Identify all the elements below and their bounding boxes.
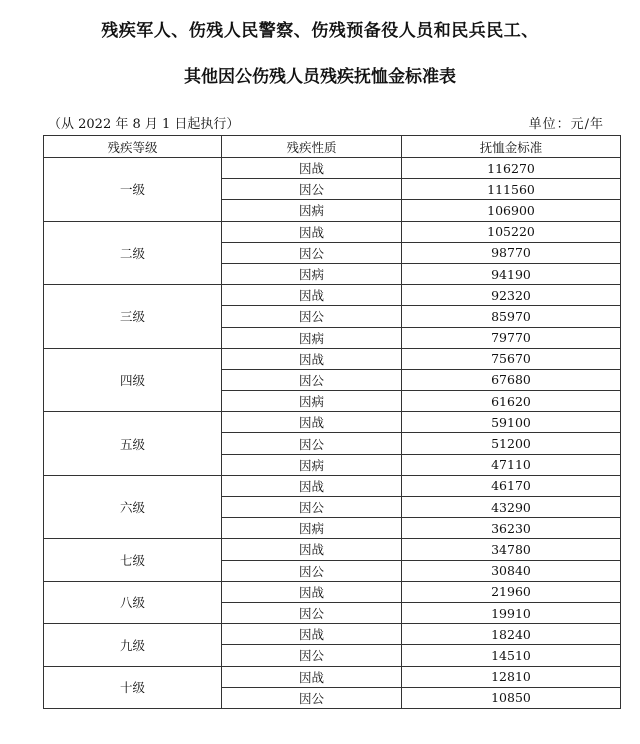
nature-cell: 因公	[222, 306, 402, 327]
amount-cell: 105220	[402, 221, 621, 242]
table-row	[44, 475, 621, 496]
grade-cell: 九级	[44, 624, 222, 666]
amount-cell: 12810	[402, 666, 621, 687]
nature-cell: 因公	[222, 687, 402, 708]
table-row	[44, 221, 621, 242]
amount-cell: 51200	[402, 433, 621, 454]
nature-cell: 因战	[222, 624, 402, 645]
amount-cell: 10850	[402, 687, 621, 708]
nature-cell: 因公	[222, 369, 402, 390]
header-amount: 抚恤金标准	[402, 136, 621, 158]
table-header-row	[44, 136, 621, 158]
nature-cell: 因战	[222, 581, 402, 602]
amount-cell: 111560	[402, 179, 621, 200]
nature-cell: 因公	[222, 179, 402, 200]
amount-cell: 43290	[402, 497, 621, 518]
amount-cell: 36230	[402, 518, 621, 539]
title-line-2: 其他因公伤残人员残疾抚恤金标准表	[184, 67, 456, 87]
table-row	[44, 581, 621, 602]
nature-cell: 因病	[222, 200, 402, 221]
amount-cell: 79770	[402, 327, 621, 348]
nature-cell: 因战	[222, 158, 402, 179]
table-row	[44, 666, 621, 687]
amount-cell: 75670	[402, 348, 621, 369]
nature-cell: 因战	[222, 285, 402, 306]
amount-cell: 61620	[402, 391, 621, 412]
nature-cell: 因病	[222, 263, 402, 284]
amount-cell: 92320	[402, 285, 621, 306]
amount-cell: 47110	[402, 454, 621, 475]
amount-cell: 106900	[402, 200, 621, 221]
amount-cell: 67680	[402, 369, 621, 390]
amount-cell: 34780	[402, 539, 621, 560]
nature-cell: 因战	[222, 348, 402, 369]
nature-cell: 因公	[222, 433, 402, 454]
amount-cell: 30840	[402, 560, 621, 581]
amount-cell: 21960	[402, 581, 621, 602]
nature-cell: 因公	[222, 645, 402, 666]
grade-cell: 五级	[44, 412, 222, 476]
grade-cell: 四级	[44, 348, 222, 412]
nature-cell: 因战	[222, 666, 402, 687]
table-row	[44, 539, 621, 560]
header-grade: 残疾等级	[44, 136, 222, 158]
nature-cell: 因战	[222, 539, 402, 560]
nature-cell: 因战	[222, 412, 402, 433]
grade-cell: 十级	[44, 666, 222, 708]
nature-cell: 因病	[222, 454, 402, 475]
grade-cell: 八级	[44, 581, 222, 623]
header-nature: 残疾性质	[222, 136, 402, 158]
nature-cell: 因公	[222, 242, 402, 263]
amount-cell: 46170	[402, 475, 621, 496]
nature-cell: 因战	[222, 475, 402, 496]
grade-cell: 七级	[44, 539, 222, 581]
nature-cell: 因公	[222, 497, 402, 518]
table-row	[44, 158, 621, 179]
amount-cell: 85970	[402, 306, 621, 327]
nature-cell: 因病	[222, 327, 402, 348]
amount-cell: 116270	[402, 158, 621, 179]
effective-date-note: （从 2022 年 8 月 1 日起执行）	[48, 117, 240, 132]
grade-cell: 三级	[44, 285, 222, 349]
amount-cell: 59100	[402, 412, 621, 433]
grade-cell: 一级	[44, 158, 222, 222]
amount-cell: 94190	[402, 263, 621, 284]
nature-cell: 因战	[222, 221, 402, 242]
pension-table	[43, 135, 621, 709]
title-line-1: 残疾军人、伤残人民警察、伤残预备役人员和民兵民工、	[101, 21, 539, 41]
table-row	[44, 412, 621, 433]
table-row	[44, 624, 621, 645]
nature-cell: 因病	[222, 518, 402, 539]
amount-cell: 19910	[402, 602, 621, 623]
table-row	[44, 348, 621, 369]
nature-cell: 因公	[222, 560, 402, 581]
table-row	[44, 285, 621, 306]
amount-cell: 18240	[402, 624, 621, 645]
nature-cell: 因病	[222, 391, 402, 412]
nature-cell: 因公	[222, 602, 402, 623]
amount-cell: 14510	[402, 645, 621, 666]
grade-cell: 六级	[44, 475, 222, 539]
grade-cell: 二级	[44, 221, 222, 285]
amount-cell: 98770	[402, 242, 621, 263]
unit-label: 单位：元/年	[528, 117, 604, 132]
